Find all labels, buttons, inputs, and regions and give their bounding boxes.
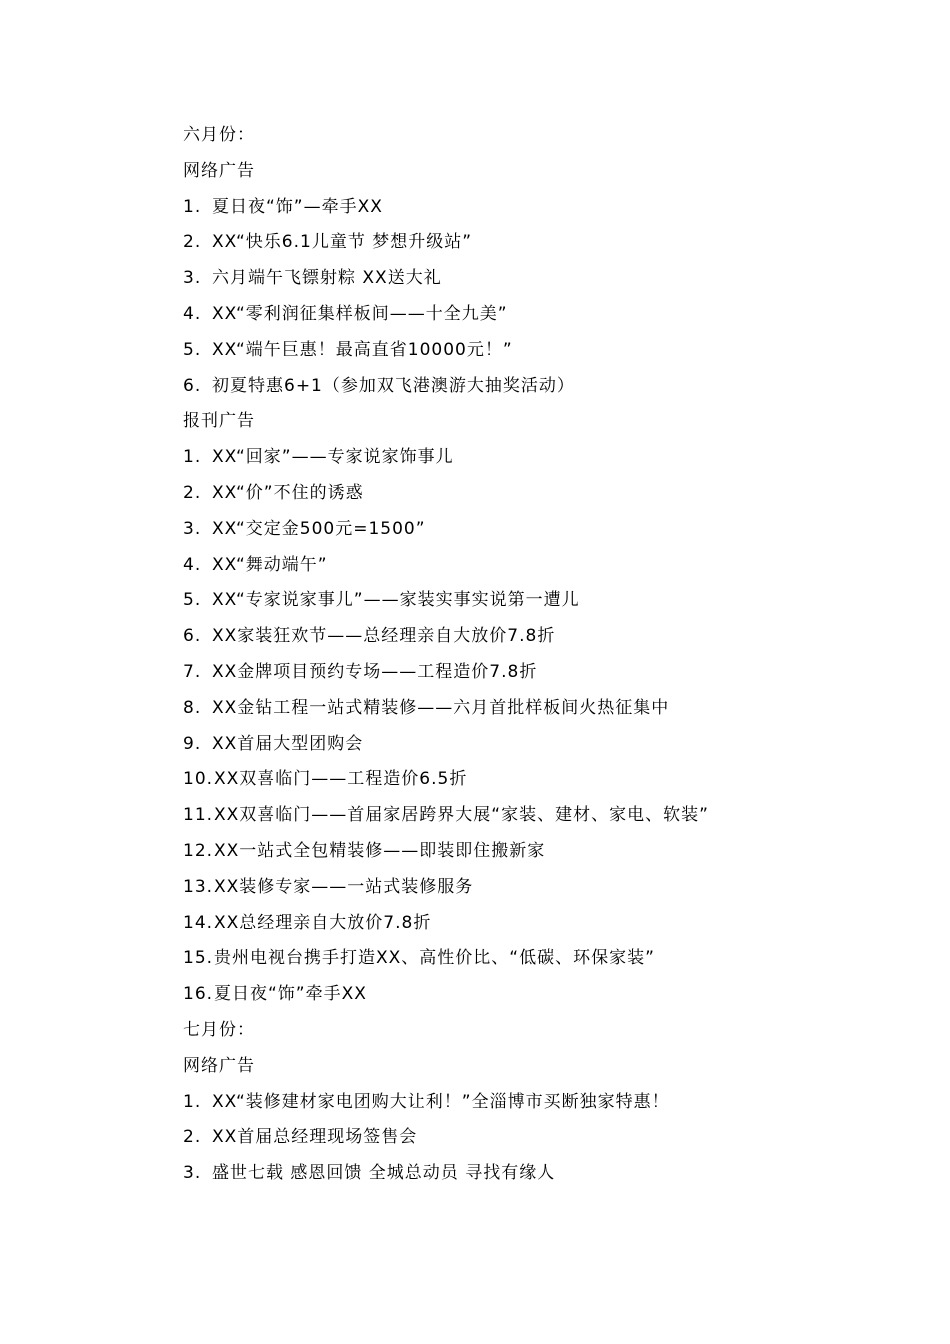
item-number: 3. <box>183 268 202 289</box>
list-item <box>183 977 883 1013</box>
list-item <box>183 440 883 476</box>
item-text: XX“价”不住的诱惑 <box>212 482 364 503</box>
item-text: XX首届大型团购会 <box>212 733 364 754</box>
item-text: 盛世七载 感恩回馈 全城总动员 寻找有缘人 <box>212 1163 556 1184</box>
item-text: XX“舞动端午” <box>212 554 328 575</box>
item-number: 1. <box>183 447 202 468</box>
item-number: 15. <box>183 948 214 969</box>
document-page <box>183 118 883 1192</box>
list-item <box>183 1085 883 1121</box>
item-text: XX“交定金500元=1500” <box>212 518 426 539</box>
list-item <box>183 798 883 834</box>
july-heading: 七月份： <box>183 1019 255 1040</box>
list-item <box>183 261 883 297</box>
item-number: 13. <box>183 876 214 897</box>
item-number: 1. <box>183 196 202 217</box>
item-number: 2. <box>183 232 202 253</box>
item-number: 9. <box>183 733 202 754</box>
list-item <box>183 190 883 226</box>
list-item <box>183 1120 883 1156</box>
item-text: XX首届总经理现场签售会 <box>212 1127 418 1148</box>
list-item <box>183 727 883 763</box>
item-number: 6. <box>183 626 202 647</box>
july-online-ads-title: 网络广告 <box>183 1055 255 1076</box>
item-text: 贵州电视台携手打造XX、高性价比、“低碳、环保家装” <box>214 948 655 969</box>
item-text: XX“装修建材家电团购大让利！”全淄博市买断独家特惠！ <box>212 1091 670 1112</box>
item-text: XX家装狂欢节——总经理亲自大放价7.8折 <box>212 626 556 647</box>
item-number: 1. <box>183 1091 202 1112</box>
june-print-ads-title: 报刊广告 <box>183 411 255 432</box>
list-item <box>183 548 883 584</box>
item-text: XX金牌项目预约专场——工程造价7.8折 <box>212 661 538 682</box>
list-item <box>183 225 883 261</box>
item-text: XX“快乐6.1儿童节 梦想升级站” <box>212 232 473 253</box>
item-number: 2. <box>183 482 202 503</box>
list-item <box>183 1156 883 1192</box>
item-text: XX金钻工程一站式精装修——六月首批样板间火热征集中 <box>212 697 670 718</box>
list-item <box>183 333 883 369</box>
list-item <box>183 619 883 655</box>
list-item <box>183 870 883 906</box>
item-text: 六月端午飞镖射粽 XX送大礼 <box>212 268 442 289</box>
list-item <box>183 369 883 405</box>
item-number: 3. <box>183 518 202 539</box>
list-item <box>183 762 883 798</box>
list-item <box>183 512 883 548</box>
list-item <box>183 834 883 870</box>
item-text: XX一站式全包精装修——即装即住搬新家 <box>214 840 546 861</box>
item-text: 初夏特惠6+1（参加双飞港澳游大抽奖活动） <box>212 375 575 396</box>
item-number: 16. <box>183 984 214 1005</box>
item-number: 5. <box>183 590 202 611</box>
item-text: XX“端午巨惠！最高直省10000元！” <box>212 339 513 360</box>
list-item <box>183 297 883 333</box>
item-text: XX总经理亲自大放价7.8折 <box>214 912 432 933</box>
item-number: 10. <box>183 769 214 790</box>
item-text: 夏日夜“饰”—牵手XX <box>212 196 383 217</box>
item-text: XX“专家说家事儿”——家装实事实说第一遭儿 <box>212 590 580 611</box>
item-text: XX“回家”——专家说家饰事儿 <box>212 447 454 468</box>
list-item <box>183 941 883 977</box>
item-number: 2. <box>183 1127 202 1148</box>
item-text: XX装修专家——一站式装修服务 <box>214 876 474 897</box>
item-text: XX双喜临门——工程造价6.5折 <box>214 769 468 790</box>
list-item <box>183 583 883 619</box>
item-text: XX“零利润征集样板间——十全九美” <box>212 303 508 324</box>
item-number: 8. <box>183 697 202 718</box>
list-item <box>183 476 883 512</box>
item-number: 5. <box>183 339 202 360</box>
item-number: 14. <box>183 912 214 933</box>
item-number: 4. <box>183 303 202 324</box>
list-item <box>183 906 883 942</box>
list-item <box>183 655 883 691</box>
item-text: 夏日夜“饰”牵手XX <box>214 984 367 1005</box>
item-number: 11. <box>183 805 214 826</box>
june-online-ads-title: 网络广告 <box>183 160 255 181</box>
list-item <box>183 691 883 727</box>
item-number: 4. <box>183 554 202 575</box>
june-heading: 六月份： <box>183 125 255 145</box>
item-number: 3. <box>183 1163 202 1184</box>
item-text: XX双喜临门——首届家居跨界大展“家装、建材、家电、软装” <box>214 805 709 826</box>
item-number: 6. <box>183 375 202 396</box>
item-number: 12. <box>183 840 214 861</box>
item-number: 7. <box>183 661 202 682</box>
